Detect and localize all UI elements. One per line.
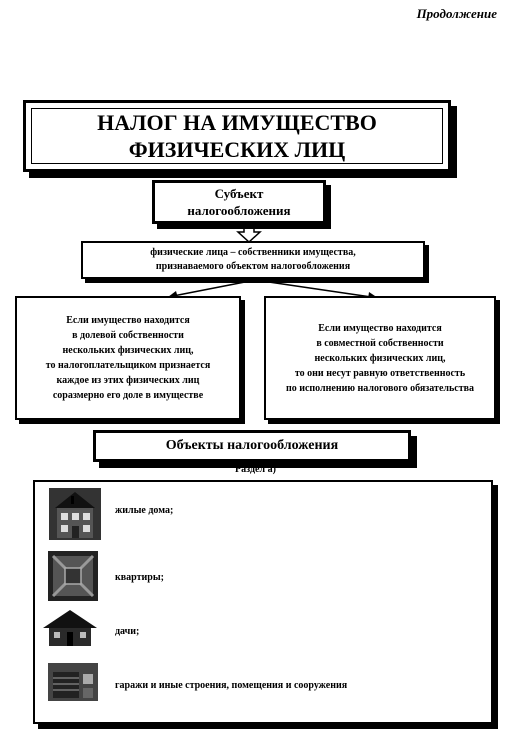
object-item-label: квартиры; xyxy=(115,572,164,583)
subject-line-2: налогообложения xyxy=(187,203,291,218)
shared-case-line: каждое из этих физических лиц xyxy=(56,375,200,386)
house-icon xyxy=(47,486,103,542)
shared-case-line: соразмерно его доле в имуществе xyxy=(52,390,204,401)
definition-line-1: физические лица – собственники имущества, xyxy=(150,247,356,258)
subject-line-1: Субъект xyxy=(214,186,264,201)
subject-box xyxy=(152,180,326,224)
shared-case-line: нескольких физических лиц, xyxy=(62,345,194,356)
objects-title: Объекты налогообложения xyxy=(165,438,339,453)
title-line-2: ФИЗИЧЕСКИХ ЛИЦ xyxy=(128,137,346,162)
continuation-label: Продолжение xyxy=(416,6,497,21)
shared-case-line: то налогоплательщиком признается xyxy=(45,360,211,371)
arrow-to-shared-case-line xyxy=(168,281,250,297)
object-item-label: гаражи и иные строения, помещения и сооружения xyxy=(115,680,348,691)
joint-ownership-box xyxy=(264,296,496,420)
joint-case-line: в совместной собственности xyxy=(316,337,444,349)
shared-case-line: в долевой собственности xyxy=(72,330,184,341)
joint-case-line: Если имущество находится xyxy=(318,322,442,334)
section-label: Раздел а) xyxy=(235,464,276,475)
apartment-icon xyxy=(47,550,99,602)
definition-box xyxy=(81,241,425,279)
joint-case-line: то они несут равную ответственность xyxy=(294,367,466,379)
shared-case-line: Если имущество находится xyxy=(66,315,190,326)
objects-list-box xyxy=(33,480,493,724)
definition-line-2: признаваемого объектом налогообложения xyxy=(155,261,351,272)
object-item-label: дачи; xyxy=(115,626,140,637)
garage-icon xyxy=(47,662,99,702)
joint-case-line: по исполнению налогового обязательства xyxy=(285,382,475,394)
title-line-1: НАЛОГ НА ИМУЩЕСТВО xyxy=(97,110,377,135)
object-item-label: жилые дома; xyxy=(115,505,174,516)
title-box xyxy=(23,100,451,172)
joint-case-line: нескольких физических лиц, xyxy=(314,352,446,364)
objects-title-box xyxy=(93,430,411,462)
dacha-icon xyxy=(41,608,99,648)
arrow-subject-to-definition xyxy=(238,226,260,242)
shared-ownership-box xyxy=(15,296,241,420)
